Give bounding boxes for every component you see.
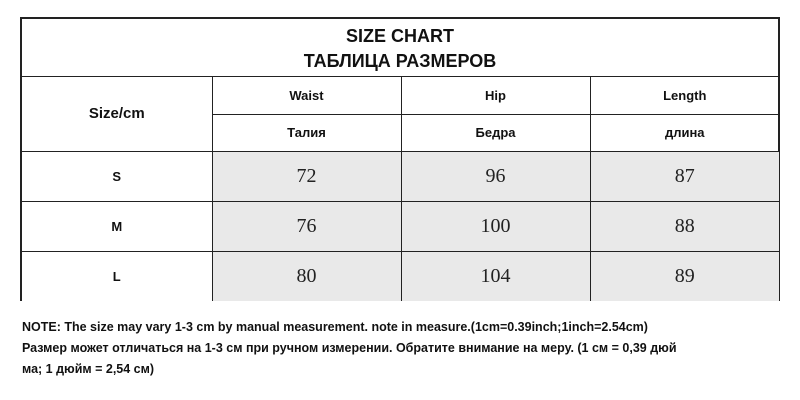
- header-row-en: [22, 77, 779, 114]
- column-header-length: Length: [590, 77, 779, 114]
- column-header-waist-ru: Талия: [212, 114, 401, 151]
- note-line-en: NOTE: The size may vary 1-3 cm by manual measurement. note in measure.(1cm=0.39inch;1inch=2.54cm): [22, 320, 648, 334]
- chart-title-en: SIZE CHART: [346, 26, 454, 46]
- note-line-ru: Размер может отличаться на 1-3 см при ручном измерении. Обратите внимание на меру. (1 см = 0,39 дюй: [22, 341, 677, 355]
- waist-value: 72: [212, 151, 401, 201]
- chart-title-ru: ТАБЛИЦА РАЗМЕРОВ: [303, 51, 497, 71]
- size-label-s: S: [22, 151, 212, 201]
- chart-title: [22, 19, 778, 77]
- size-label-l: L: [22, 251, 212, 301]
- size-column-header: Size/cm: [22, 77, 212, 151]
- length-value: 89: [590, 251, 779, 301]
- table-row: [22, 151, 779, 201]
- size-chart: [20, 17, 780, 301]
- note-line-ru-cont: ма; 1 дюйм = 2,54 см): [22, 362, 155, 376]
- hip-value: 100: [401, 201, 590, 251]
- hip-value: 96: [401, 151, 590, 201]
- measurement-notes: [22, 317, 782, 380]
- size-label-m: M: [22, 201, 212, 251]
- column-header-hip: Hip: [401, 77, 590, 114]
- column-header-waist: Waist: [212, 77, 401, 114]
- size-table: [22, 77, 779, 301]
- column-header-length-ru: длина: [590, 114, 779, 151]
- hip-value: 104: [401, 251, 590, 301]
- length-value: 88: [590, 201, 779, 251]
- waist-value: 80: [212, 251, 401, 301]
- table-row: [22, 251, 779, 301]
- column-header-hip-ru: Бедра: [401, 114, 590, 151]
- length-value: 87: [590, 151, 779, 201]
- table-row: [22, 201, 779, 251]
- waist-value: 76: [212, 201, 401, 251]
